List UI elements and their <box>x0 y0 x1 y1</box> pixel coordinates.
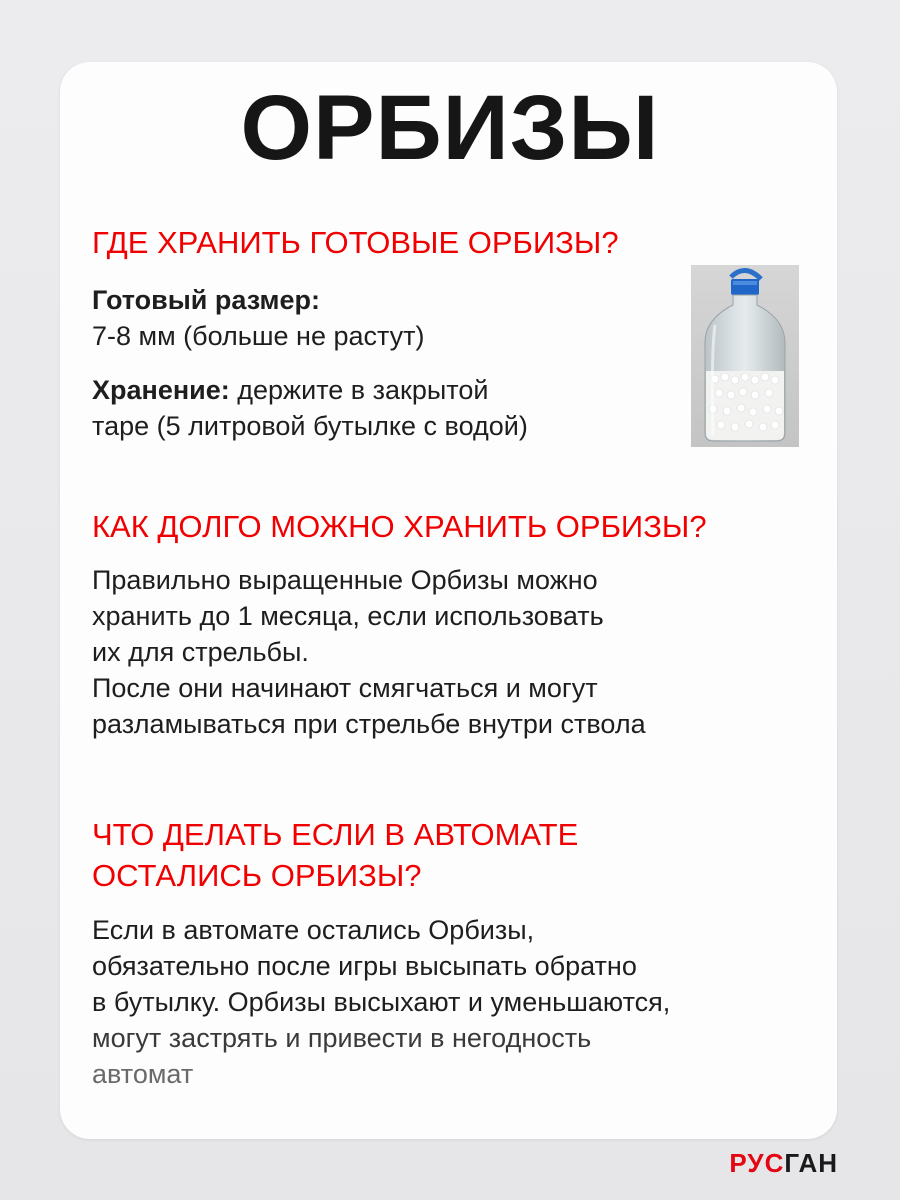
text-line: в бутылку. Орбизы высыхают и уменьшаются, <box>92 987 671 1017</box>
bottle-image <box>691 265 799 447</box>
storage-info <box>92 372 528 444</box>
storage-text-1: держите в закрытой <box>229 375 489 405</box>
section-1-heading: ГДЕ ХРАНИТЬ ГОТОВЫЕ ОРБИЗЫ? <box>92 225 619 260</box>
brand-logo <box>729 1150 838 1176</box>
section-2-text <box>92 562 646 742</box>
heading-line: ОСТАЛИСЬ ОРБИЗЫ? <box>92 858 422 893</box>
bottle-illustration <box>691 265 799 447</box>
text-line: Если в автомате остались Орбизы, <box>92 915 535 945</box>
text-line: После они начинают смягчаться и могут <box>92 673 598 703</box>
text-line: могут застрять и привести в негодность <box>92 1023 592 1053</box>
page-title: ОРБИЗЫ <box>240 77 660 179</box>
logo-part-1: РУС <box>729 1148 785 1178</box>
size-info <box>92 282 425 354</box>
size-label: Готовый размер: <box>92 285 320 315</box>
storage-label: Хранение: <box>92 375 230 405</box>
text-line: хранить до 1 месяца, если использовать <box>92 601 604 631</box>
heading-line: ЧТО ДЕЛАТЬ ЕСЛИ В АВТОМАТЕ <box>92 817 579 852</box>
logo-part-2: ГАН <box>784 1148 838 1178</box>
text-line: их для стрельбы. <box>92 637 309 667</box>
text-line: автомат <box>92 1059 194 1089</box>
size-value: 7-8 мм (больше не растут) <box>92 321 425 351</box>
section-3-heading <box>92 814 578 896</box>
text-line: разламываться при стрельбе внутри ствола <box>92 709 646 739</box>
section-2-heading: КАК ДОЛГО МОЖНО ХРАНИТЬ ОРБИЗЫ? <box>92 509 707 544</box>
section-3-text <box>92 912 670 1092</box>
storage-text-2: таре (5 литровой бутылке с водой) <box>92 411 528 441</box>
text-line: обязательно после игры высыпать обратно <box>92 951 637 981</box>
text-line: Правильно выращенные Орбизы можно <box>92 565 598 595</box>
